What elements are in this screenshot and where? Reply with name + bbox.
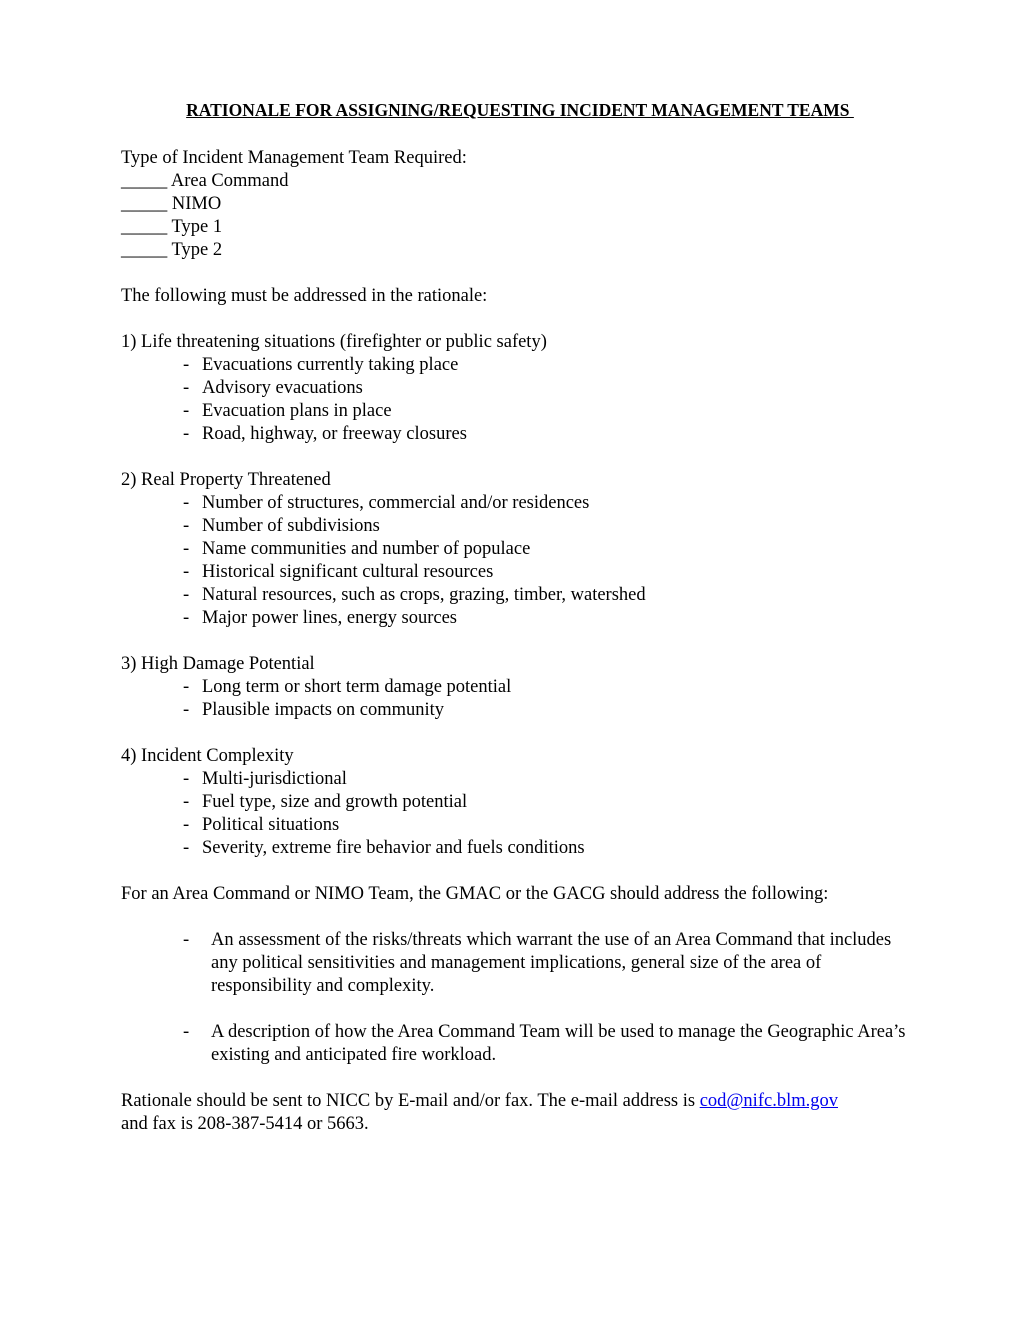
section-heading-incident-complexity: 4) Incident Complexity [121,746,294,766]
list-item: - Advisory evacuations [183,378,363,398]
rationale-intro: The following must be addressed in the rationale: [121,286,488,306]
document-title: RATIONALE FOR ASSIGNING/REQUESTING INCIDENT MANAGEMENT TEAMS [186,100,854,120]
list-item: - Name communities and number of populace [183,539,531,559]
list-item: - Political situations [183,815,340,835]
list-item: - Long term or short term damage potential [183,677,512,697]
closing-line-2: and fax is 208-387-5414 or 5663. [121,1114,369,1134]
list-item: - Severity, extreme fire behavior and fuels conditions [183,838,585,858]
area-command-item: - A description of how the Area Command Team will be used to manage the Geographic Area’s existing and anticipated fire workload. [183,1022,906,1065]
team-type-area-command: _____ Area Command [121,171,289,191]
list-item: - Evacuations currently taking place [183,355,459,375]
list-item: - Fuel type, size and growth potential [183,792,468,812]
list-item: - Plausible impacts on community [183,700,445,720]
list-item: - Multi-jurisdictional [183,769,347,789]
team-type-type-1: _____ Type 1 [121,217,223,237]
team-type-type-2: _____ Type 2 [121,240,223,260]
list-item: - Natural resources, such as crops, grazing, timber, watershed [183,585,646,605]
area-command-item: - An assessment of the risks/threats which warrant the use of an Area Command that includes any political sensitivities and management implications, general size of the area of responsibility and complexity. [183,930,892,996]
email-link[interactable]: cod@nifc.blm.gov [699,1091,838,1111]
section-heading-life-threatening: 1) Life threatening situations (firefighter or public safety) [121,332,547,352]
team-type-heading: Type of Incident Management Team Required: [121,148,467,168]
list-item: - Number of subdivisions [183,516,380,536]
list-item: - Number of structures, commercial and/or residences [183,493,590,513]
section-heading-high-damage: 3) High Damage Potential [121,654,315,674]
list-item: - Road, highway, or freeway closures [183,424,467,444]
closing-line-1: Rationale should be sent to NICC by E-mail and/or fax. The e-mail address is cod@nifc.blm.gov [121,1091,838,1111]
list-item: - Major power lines, energy sources [183,608,457,628]
team-type-nimo: _____ NIMO [121,194,222,214]
area-command-intro: For an Area Command or NIMO Team, the GMAC or the GACG should address the following: [121,884,829,904]
list-item: - Evacuation plans in place [183,401,392,421]
list-item: - Historical significant cultural resources [183,562,494,582]
section-heading-real-property: 2) Real Property Threatened [121,470,331,490]
